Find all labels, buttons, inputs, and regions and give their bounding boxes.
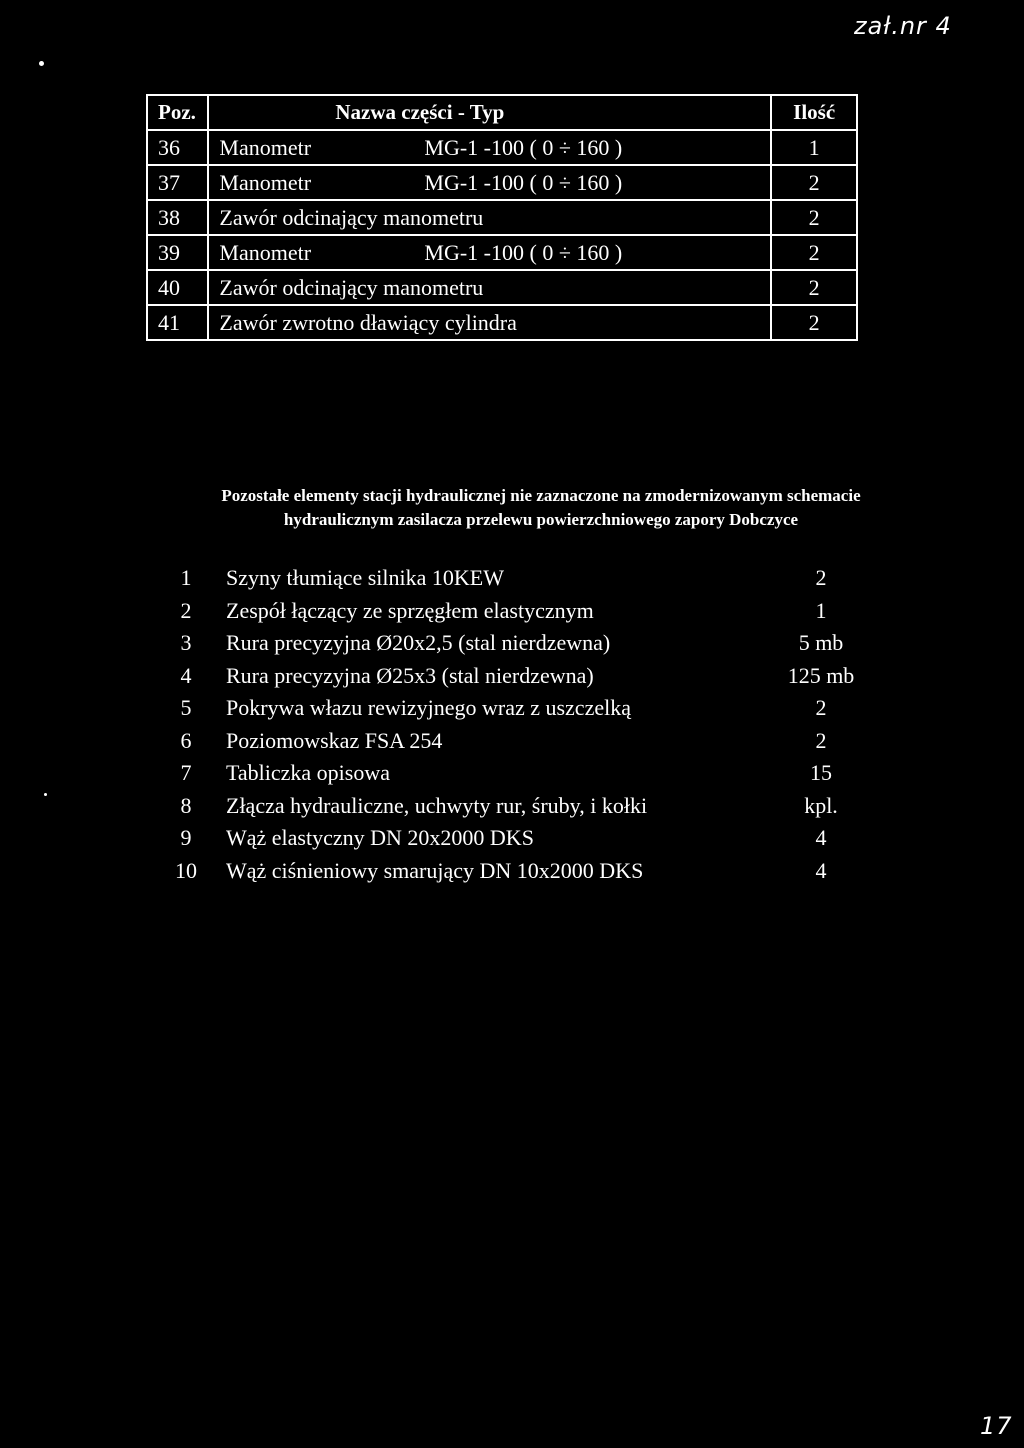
item-number: 1 — [180, 565, 192, 590]
list-item — [166, 822, 886, 855]
row-qty: 2 — [771, 165, 857, 200]
item-number: 4 — [180, 662, 192, 688]
remaining-elements-heading — [146, 484, 936, 532]
row-pos: 40 — [147, 270, 208, 305]
row-name: Manometr — [219, 240, 312, 265]
row-pos: 39 — [147, 235, 208, 270]
table-row — [147, 305, 857, 340]
item-name: Wąż elastyczny DN 20x2000 DKS — [226, 825, 534, 850]
table-header-row — [147, 95, 857, 130]
parts-table — [146, 94, 858, 341]
item-name: Szyny tłumiące silnika 10KEW — [226, 565, 504, 590]
item-qty: 4 — [815, 857, 827, 883]
table-row — [147, 200, 857, 235]
row-name: Manometr — [219, 170, 312, 195]
item-qty: 1 — [815, 597, 827, 623]
list-item — [166, 725, 886, 758]
row-pos: 37 — [147, 165, 208, 200]
item-qty: 4 — [815, 825, 827, 850]
scan-speck — [44, 793, 47, 796]
row-type: MG-1 -100 ( 0 ÷ 160 ) — [424, 240, 623, 265]
row-qty: 2 — [771, 235, 857, 270]
row-name-cell — [208, 270, 771, 305]
row-name-cell — [208, 200, 771, 235]
item-name: Pokrywa włazu rewizyjnego wraz z uszczelką — [226, 695, 631, 720]
list-item — [166, 757, 886, 790]
row-name: Zawór odcinający manometru — [219, 205, 484, 230]
item-qty: 2 — [815, 727, 827, 753]
item-name: Złącza hydrauliczne, uchwyty rur, śruby, i kołki — [226, 792, 648, 818]
row-type: MG-1 -100 ( 0 ÷ 160 ) — [424, 135, 623, 160]
row-qty: 2 — [771, 305, 857, 340]
item-qty: 5 mb — [798, 630, 844, 655]
item-qty: 15 — [810, 760, 832, 785]
row-pos: 38 — [147, 200, 208, 235]
item-qty: kpl. — [804, 792, 838, 818]
item-qty: 2 — [815, 565, 827, 590]
item-number: 7 — [180, 760, 192, 785]
item-number: 10 — [175, 857, 197, 883]
table-row — [147, 235, 857, 270]
item-number: 6 — [180, 727, 192, 753]
row-name: Manometr — [219, 135, 312, 160]
list-item — [166, 692, 886, 725]
row-qty: 2 — [771, 200, 857, 235]
attachment-number-note: zał.nr 4 — [854, 12, 952, 40]
row-name-cell — [208, 305, 771, 340]
row-name-cell — [208, 165, 771, 200]
item-name: Rura precyzyjna Ø25x3 (stal nierdzewna) — [226, 662, 594, 688]
row-pos: 41 — [147, 305, 208, 340]
list-item — [166, 562, 886, 595]
header-pos: Poz. — [147, 95, 208, 130]
header-qty: Ilość — [771, 95, 857, 130]
item-name: Poziomowskaz FSA 254 — [226, 727, 443, 753]
item-number: 3 — [180, 630, 192, 655]
scan-speck — [39, 61, 44, 66]
item-qty: 125 mb — [787, 662, 855, 688]
row-pos: 36 — [147, 130, 208, 165]
heading-line-1: Pozostałe elementy stacji hydraulicznej nie zaznaczone na zmodernizowanym schemacie — [221, 486, 861, 505]
table-row — [147, 270, 857, 305]
item-name: Zespół łączący ze sprzęgłem elastycznym — [226, 597, 594, 623]
row-name: Zawór zwrotno dławiący cylindra — [219, 310, 517, 335]
row-name: Zawór odcinający manometru — [219, 275, 484, 300]
item-number: 5 — [180, 695, 192, 720]
list-item — [166, 627, 886, 660]
heading-line-2: hydraulicznym zasilacza przelewu powierzchniowego zapory Dobczyce — [283, 510, 799, 529]
row-name-cell — [208, 130, 771, 165]
page-number: 17 — [980, 1412, 1013, 1440]
list-item — [166, 855, 886, 888]
item-number: 9 — [180, 825, 192, 850]
item-name: Tabliczka opisowa — [226, 760, 391, 785]
list-item — [166, 660, 886, 693]
item-number: 8 — [180, 792, 192, 818]
remaining-elements-list — [166, 562, 886, 887]
table-row — [147, 130, 857, 165]
item-number: 2 — [180, 597, 192, 623]
item-name: Wąż ciśnieniowy smarujący DN 10x2000 DKS — [226, 857, 644, 883]
table-row — [147, 165, 857, 200]
row-type: MG-1 -100 ( 0 ÷ 160 ) — [424, 170, 623, 195]
row-name-cell — [208, 235, 771, 270]
item-qty: 2 — [815, 695, 827, 720]
list-item — [166, 595, 886, 628]
row-qty: 1 — [771, 130, 857, 165]
list-item — [166, 790, 886, 823]
item-name: Rura precyzyjna Ø20x2,5 (stal nierdzewna) — [226, 630, 611, 655]
row-qty: 2 — [771, 270, 857, 305]
header-name: Nazwa części - Typ — [208, 95, 771, 130]
